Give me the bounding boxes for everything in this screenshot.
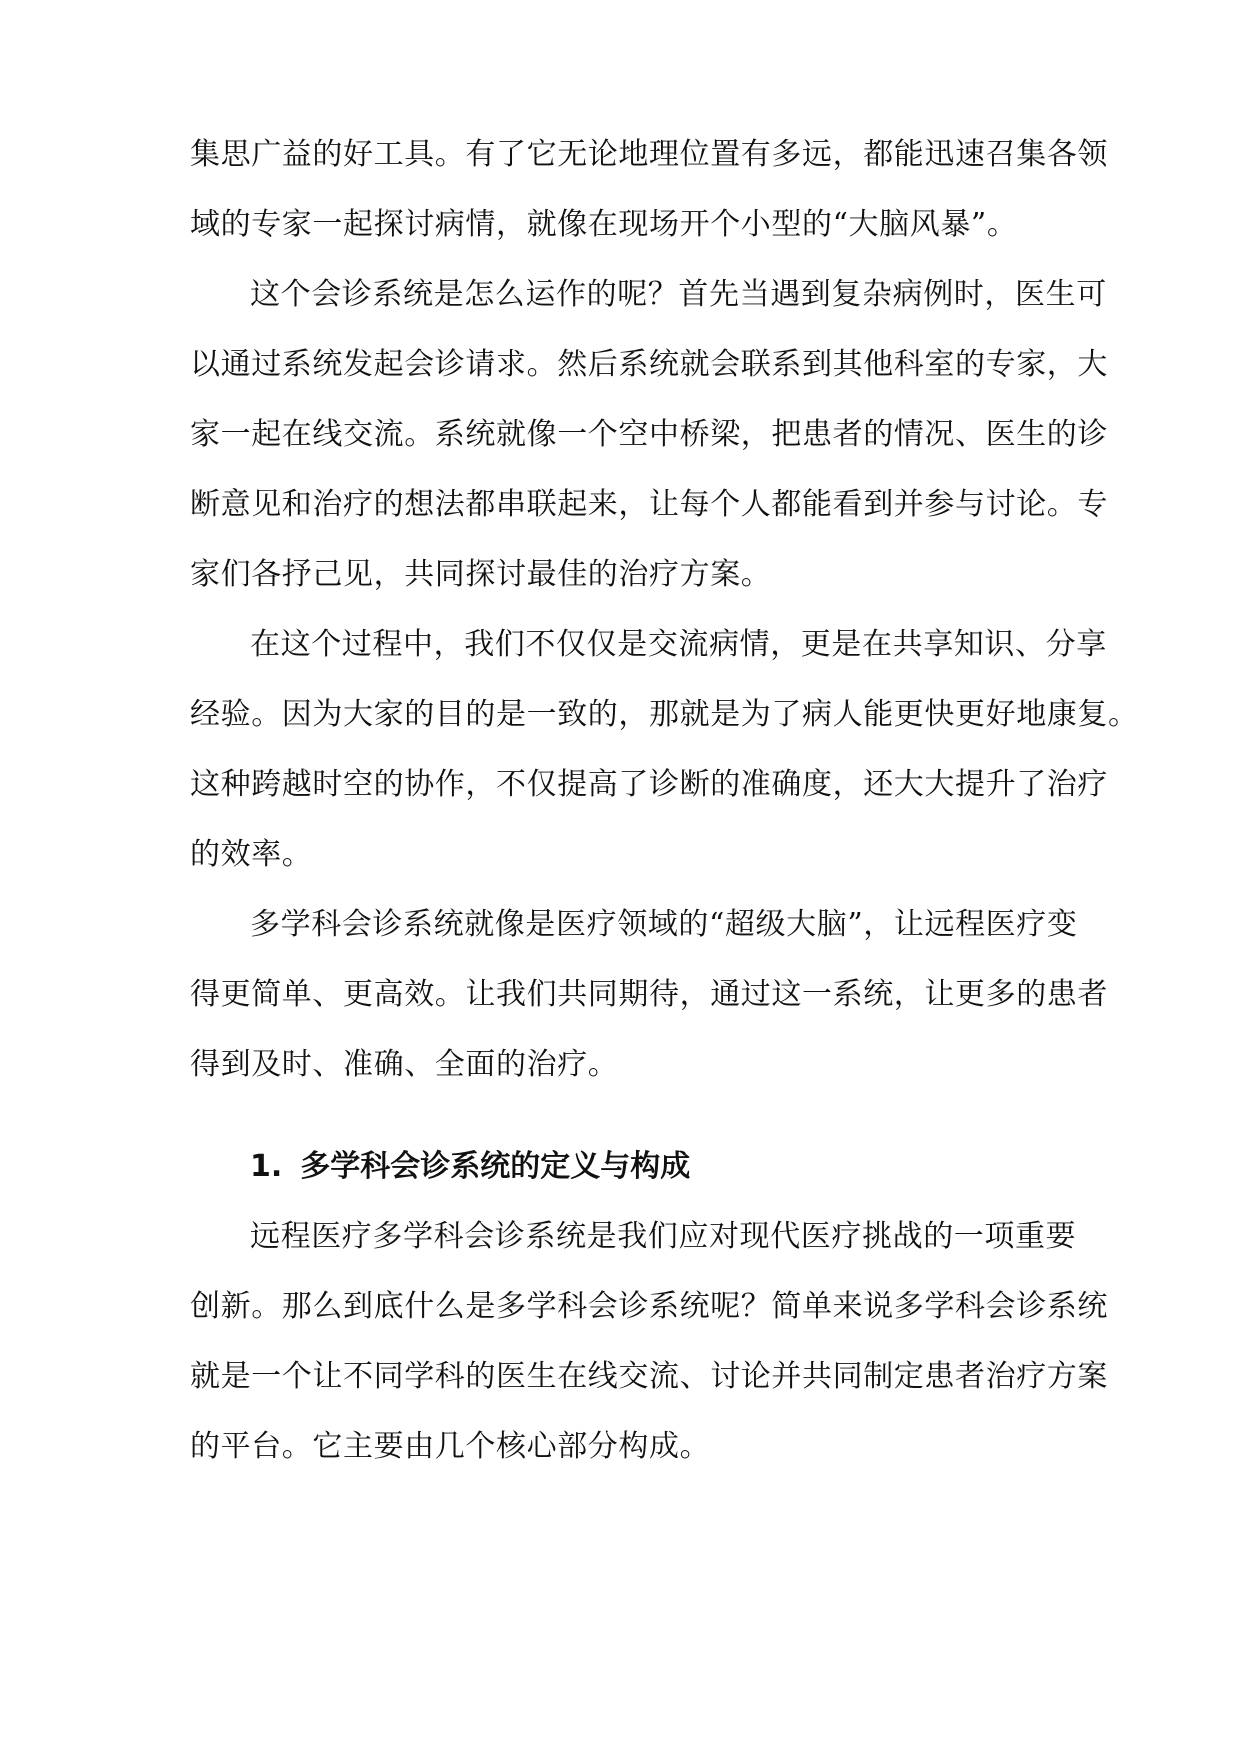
paragraph-line: 以通过系统发起会诊请求。然后系统就会联系到其他科室的专家，大 [190,347,1108,382]
paragraph-line: 多学科会诊系统就像是医疗领域的“超级大脑”，让远程医疗变 [250,907,1078,942]
paragraph-line: 的效率。 [190,837,313,872]
paragraph-line: 就是一个让不同学科的医生在线交流、讨论并共同制定患者治疗方案 [190,1359,1108,1394]
paragraph-line: 在这个过程中，我们不仅仅是交流病情，更是在共享知识、分享 [250,627,1107,662]
paragraph-line: 远程医疗多学科会诊系统是我们应对现代医疗挑战的一项重要 [250,1219,1077,1254]
paragraph-line: 得到及时、准确、全面的治疗。 [190,1047,619,1082]
paragraph-line: 断意见和治疗的想法都串联起来，让每个人都能看到并参与讨论。专 [190,487,1108,522]
paragraph-line: 得更简单、更高效。让我们共同期待，通过这一系统，让更多的患者 [190,977,1108,1012]
paragraph-line: 家们各抒己见，共同探讨最佳的治疗方案。 [190,557,772,592]
paragraph-line: 家一起在线交流。系统就像一个空中桥梁，把患者的情况、医生的诊 [190,417,1108,452]
section-heading [250,1147,690,1187]
paragraph-line: 域的专家一起探讨病情，就像在现场开个小型的“大脑风暴”。 [190,207,1018,242]
paragraph-line: 经验。因为大家的目的是一致的，那就是为了病人能更快更好地康复。 [190,697,1139,732]
paragraph-line: 的平台。它主要由几个核心部分构成。 [190,1429,711,1464]
paragraph-line: 创新。那么到底什么是多学科会诊系统呢？简单来说多学科会诊系统 [190,1289,1108,1324]
section-title: 多学科会诊系统的定义与构成 [300,1149,691,1184]
section-number: 1. [250,1149,283,1184]
paragraph-line: 这种跨越时空的协作，不仅提高了诊断的准确度，还大大提升了治疗 [190,767,1108,802]
paragraph-line: 集思广益的好工具。有了它无论地理位置有多远，都能迅速召集各领 [190,137,1108,172]
paragraph-line: 这个会诊系统是怎么运作的呢？首先当遇到复杂病例时，医生可 [250,277,1107,312]
